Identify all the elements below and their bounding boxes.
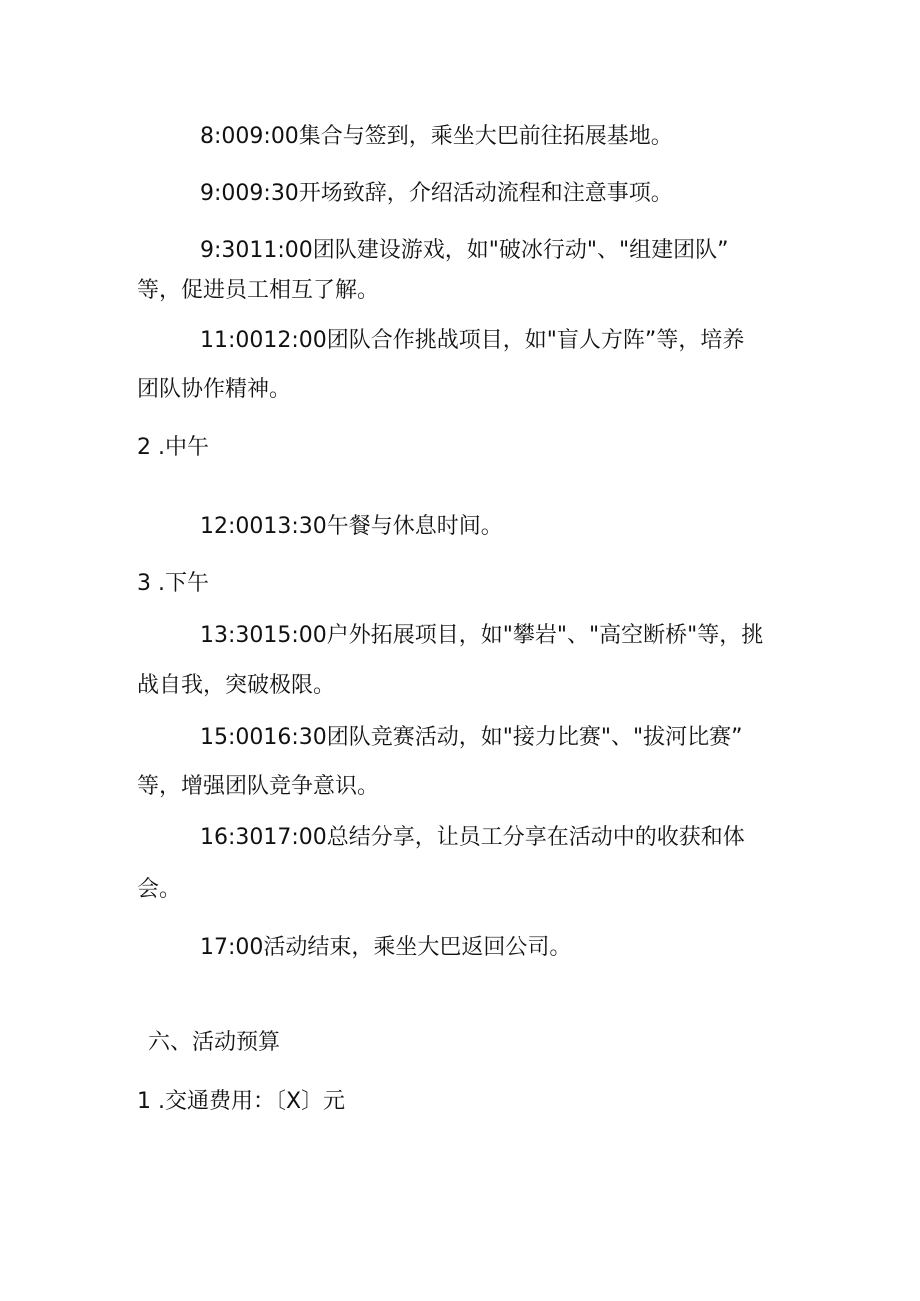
schedule-item-1100: 11:0012:00团队合作挑战项目，如"盲人方阵”等，培养 [200, 328, 745, 353]
noon-heading: 2 .中午 [137, 435, 209, 460]
afternoon-heading: 3 .下午 [137, 571, 209, 596]
schedule-item-1330-cont: 战自我，突破极限。 [137, 673, 336, 698]
schedule-item-1500: 15:0016:30团队竞赛活动，如"接力比赛"、"拔河比赛” [200, 725, 743, 750]
schedule-item-1630-cont: 会。 [137, 877, 182, 902]
schedule-item-0930: 9:3011:00团队建设游戏，如"破冰行动"、"组建团队” [200, 238, 729, 263]
section-heading-budget: 六、活动预算 [148, 1030, 281, 1055]
schedule-item-0800: 8:009:00集合与签到，乘坐大巴前往拓展基地。 [200, 124, 673, 149]
schedule-item-1330: 13:3015:00户外拓展项目，如"攀岩"、"高空断桥"等，挑 [200, 623, 764, 648]
schedule-item-0930-cont: 等，促进员工相互了解。 [137, 278, 380, 303]
schedule-item-1500-cont: 等，增强团队竞争意识。 [137, 774, 380, 799]
schedule-item-1630: 16:3017:00总结分享，让员工分享在活动中的收获和体 [200, 825, 745, 850]
schedule-item-1100-cont: 团队协作精神。 [137, 377, 292, 402]
schedule-item-1200: 12:0013:30午餐与休息时间。 [200, 514, 503, 539]
budget-item-transport: 1 .交通费用：〔X〕元 [137, 1089, 346, 1114]
schedule-item-0900: 9:009:30开场致辞，介绍活动流程和注意事项。 [200, 181, 673, 206]
schedule-item-1700: 17:00活动结束，乘坐大巴返回公司。 [200, 935, 572, 960]
